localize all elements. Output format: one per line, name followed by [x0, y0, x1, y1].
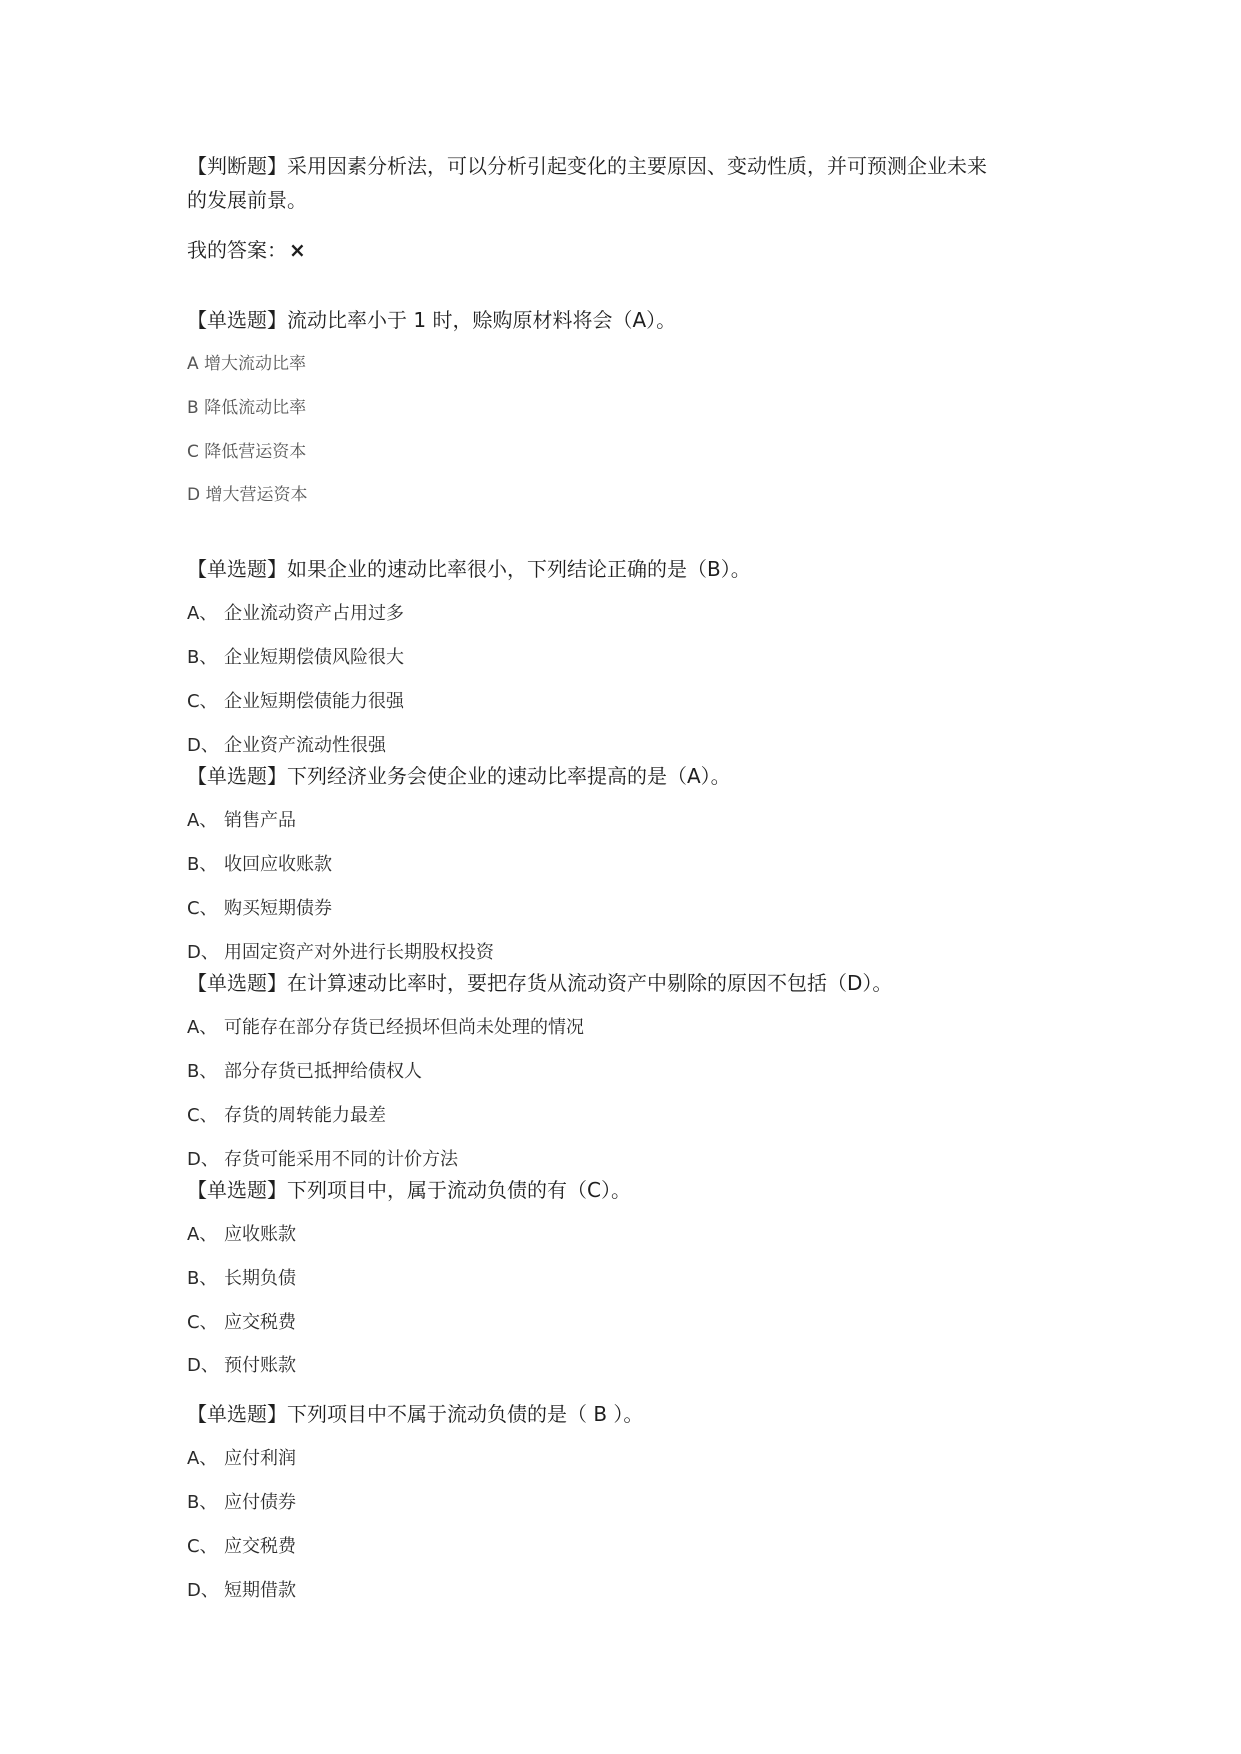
question-4-stem: 【单选题】下列经济业务会使企业的速动比率提高的是（A）。 [187, 764, 731, 788]
question-3-option-c [187, 689, 404, 715]
question-3-option-d [187, 733, 386, 759]
question-4-option-c [187, 896, 332, 922]
option-text: 可能存在部分存货已经损坏但尚未处理的情况 [224, 1017, 584, 1038]
option-text: 企业流动资产占用过多 [224, 603, 404, 624]
option-text: 预付账款 [224, 1355, 296, 1376]
option-text: 应交税费 [224, 1536, 296, 1557]
option-letter: D、 [187, 735, 219, 756]
question-2-option-a: A 增大流动比率 [187, 354, 307, 374]
question-2-option-d: D 增大营运资本 [187, 485, 308, 505]
question-7-option-d [187, 1578, 296, 1604]
question-5-option-c [187, 1103, 386, 1129]
question-7-option-c [187, 1534, 296, 1560]
question-5-option-a [187, 1015, 584, 1041]
option-letter: C、 [187, 1536, 218, 1557]
question-4-option-b [187, 852, 332, 878]
question-6-option-d [187, 1353, 296, 1379]
question-3-option-a [187, 601, 404, 627]
option-text: 用固定资产对外进行长期股权投资 [224, 942, 494, 963]
question-3-stem: 【单选题】如果企业的速动比率很小，下列结论正确的是（B）。 [187, 557, 751, 581]
option-letter: B、 [187, 1061, 218, 1082]
option-letter: B、 [187, 854, 218, 875]
question-6-option-a [187, 1222, 296, 1248]
question-2-stem: 【单选题】流动比率小于 1 时，赊购原材料将会（A）。 [187, 308, 677, 332]
option-letter: A、 [187, 1017, 218, 1038]
question-1-stem [187, 149, 1067, 217]
option-letter: A、 [187, 603, 218, 624]
question-1-stem-line2: 的发展前景。 [187, 188, 307, 212]
option-text: 应付债券 [224, 1492, 296, 1513]
option-letter: C、 [187, 1312, 218, 1333]
option-text: 企业短期偿债风险很大 [224, 647, 404, 668]
answer-cross-mark: × [289, 238, 306, 262]
option-letter: D、 [187, 1355, 219, 1376]
question-3-option-b [187, 645, 404, 671]
option-text: 收回应收账款 [224, 854, 332, 875]
option-text: 短期借款 [224, 1580, 296, 1601]
option-letter: B、 [187, 647, 218, 668]
option-letter: B、 [187, 1492, 218, 1513]
option-text: 部分存货已抵押给债权人 [224, 1061, 422, 1082]
option-letter: C、 [187, 1105, 218, 1126]
option-letter: A、 [187, 810, 218, 831]
option-text: 销售产品 [224, 810, 296, 831]
question-7-stem: 【单选题】下列项目中不属于流动负债的是（ B ）。 [187, 1402, 644, 1426]
question-4-option-a [187, 808, 296, 834]
question-7-option-b [187, 1490, 296, 1516]
option-text: 存货可能采用不同的计价方法 [224, 1149, 458, 1170]
option-letter: A、 [187, 1448, 218, 1469]
question-1-answer [187, 235, 306, 265]
option-letter: B、 [187, 1268, 218, 1289]
option-text: 应收账款 [224, 1224, 296, 1245]
option-letter: C、 [187, 898, 218, 919]
option-text: 长期负债 [224, 1268, 296, 1289]
option-letter: D、 [187, 1149, 219, 1170]
option-text: 购买短期债券 [224, 898, 332, 919]
question-2-option-b: B 降低流动比率 [187, 398, 307, 418]
question-6-stem: 【单选题】下列项目中，属于流动负债的有（C）。 [187, 1178, 631, 1202]
question-6-option-b [187, 1266, 296, 1292]
option-letter: C、 [187, 691, 218, 712]
option-letter: A、 [187, 1224, 218, 1245]
option-text: 应付利润 [224, 1448, 296, 1469]
question-5-option-b [187, 1059, 422, 1085]
option-text: 存货的周转能力最差 [224, 1105, 386, 1126]
option-letter: D、 [187, 942, 219, 963]
answer-label: 我的答案： [187, 238, 287, 262]
question-4-option-d [187, 940, 494, 966]
question-6-option-c [187, 1310, 296, 1336]
option-text: 企业资产流动性很强 [224, 735, 386, 756]
question-1-stem-line1: 【判断题】采用因素分析法，可以分析引起变化的主要原因、变动性质，并可预测企业未来 [187, 154, 987, 178]
option-text: 企业短期偿债能力很强 [224, 691, 404, 712]
question-7-option-a [187, 1446, 296, 1472]
question-5-stem: 【单选题】在计算速动比率时，要把存货从流动资产中剔除的原因不包括（D）。 [187, 971, 893, 995]
question-5-option-d [187, 1147, 458, 1173]
option-letter: D、 [187, 1580, 219, 1601]
question-2-option-c: C 降低营运资本 [187, 442, 307, 462]
option-text: 应交税费 [224, 1312, 296, 1333]
